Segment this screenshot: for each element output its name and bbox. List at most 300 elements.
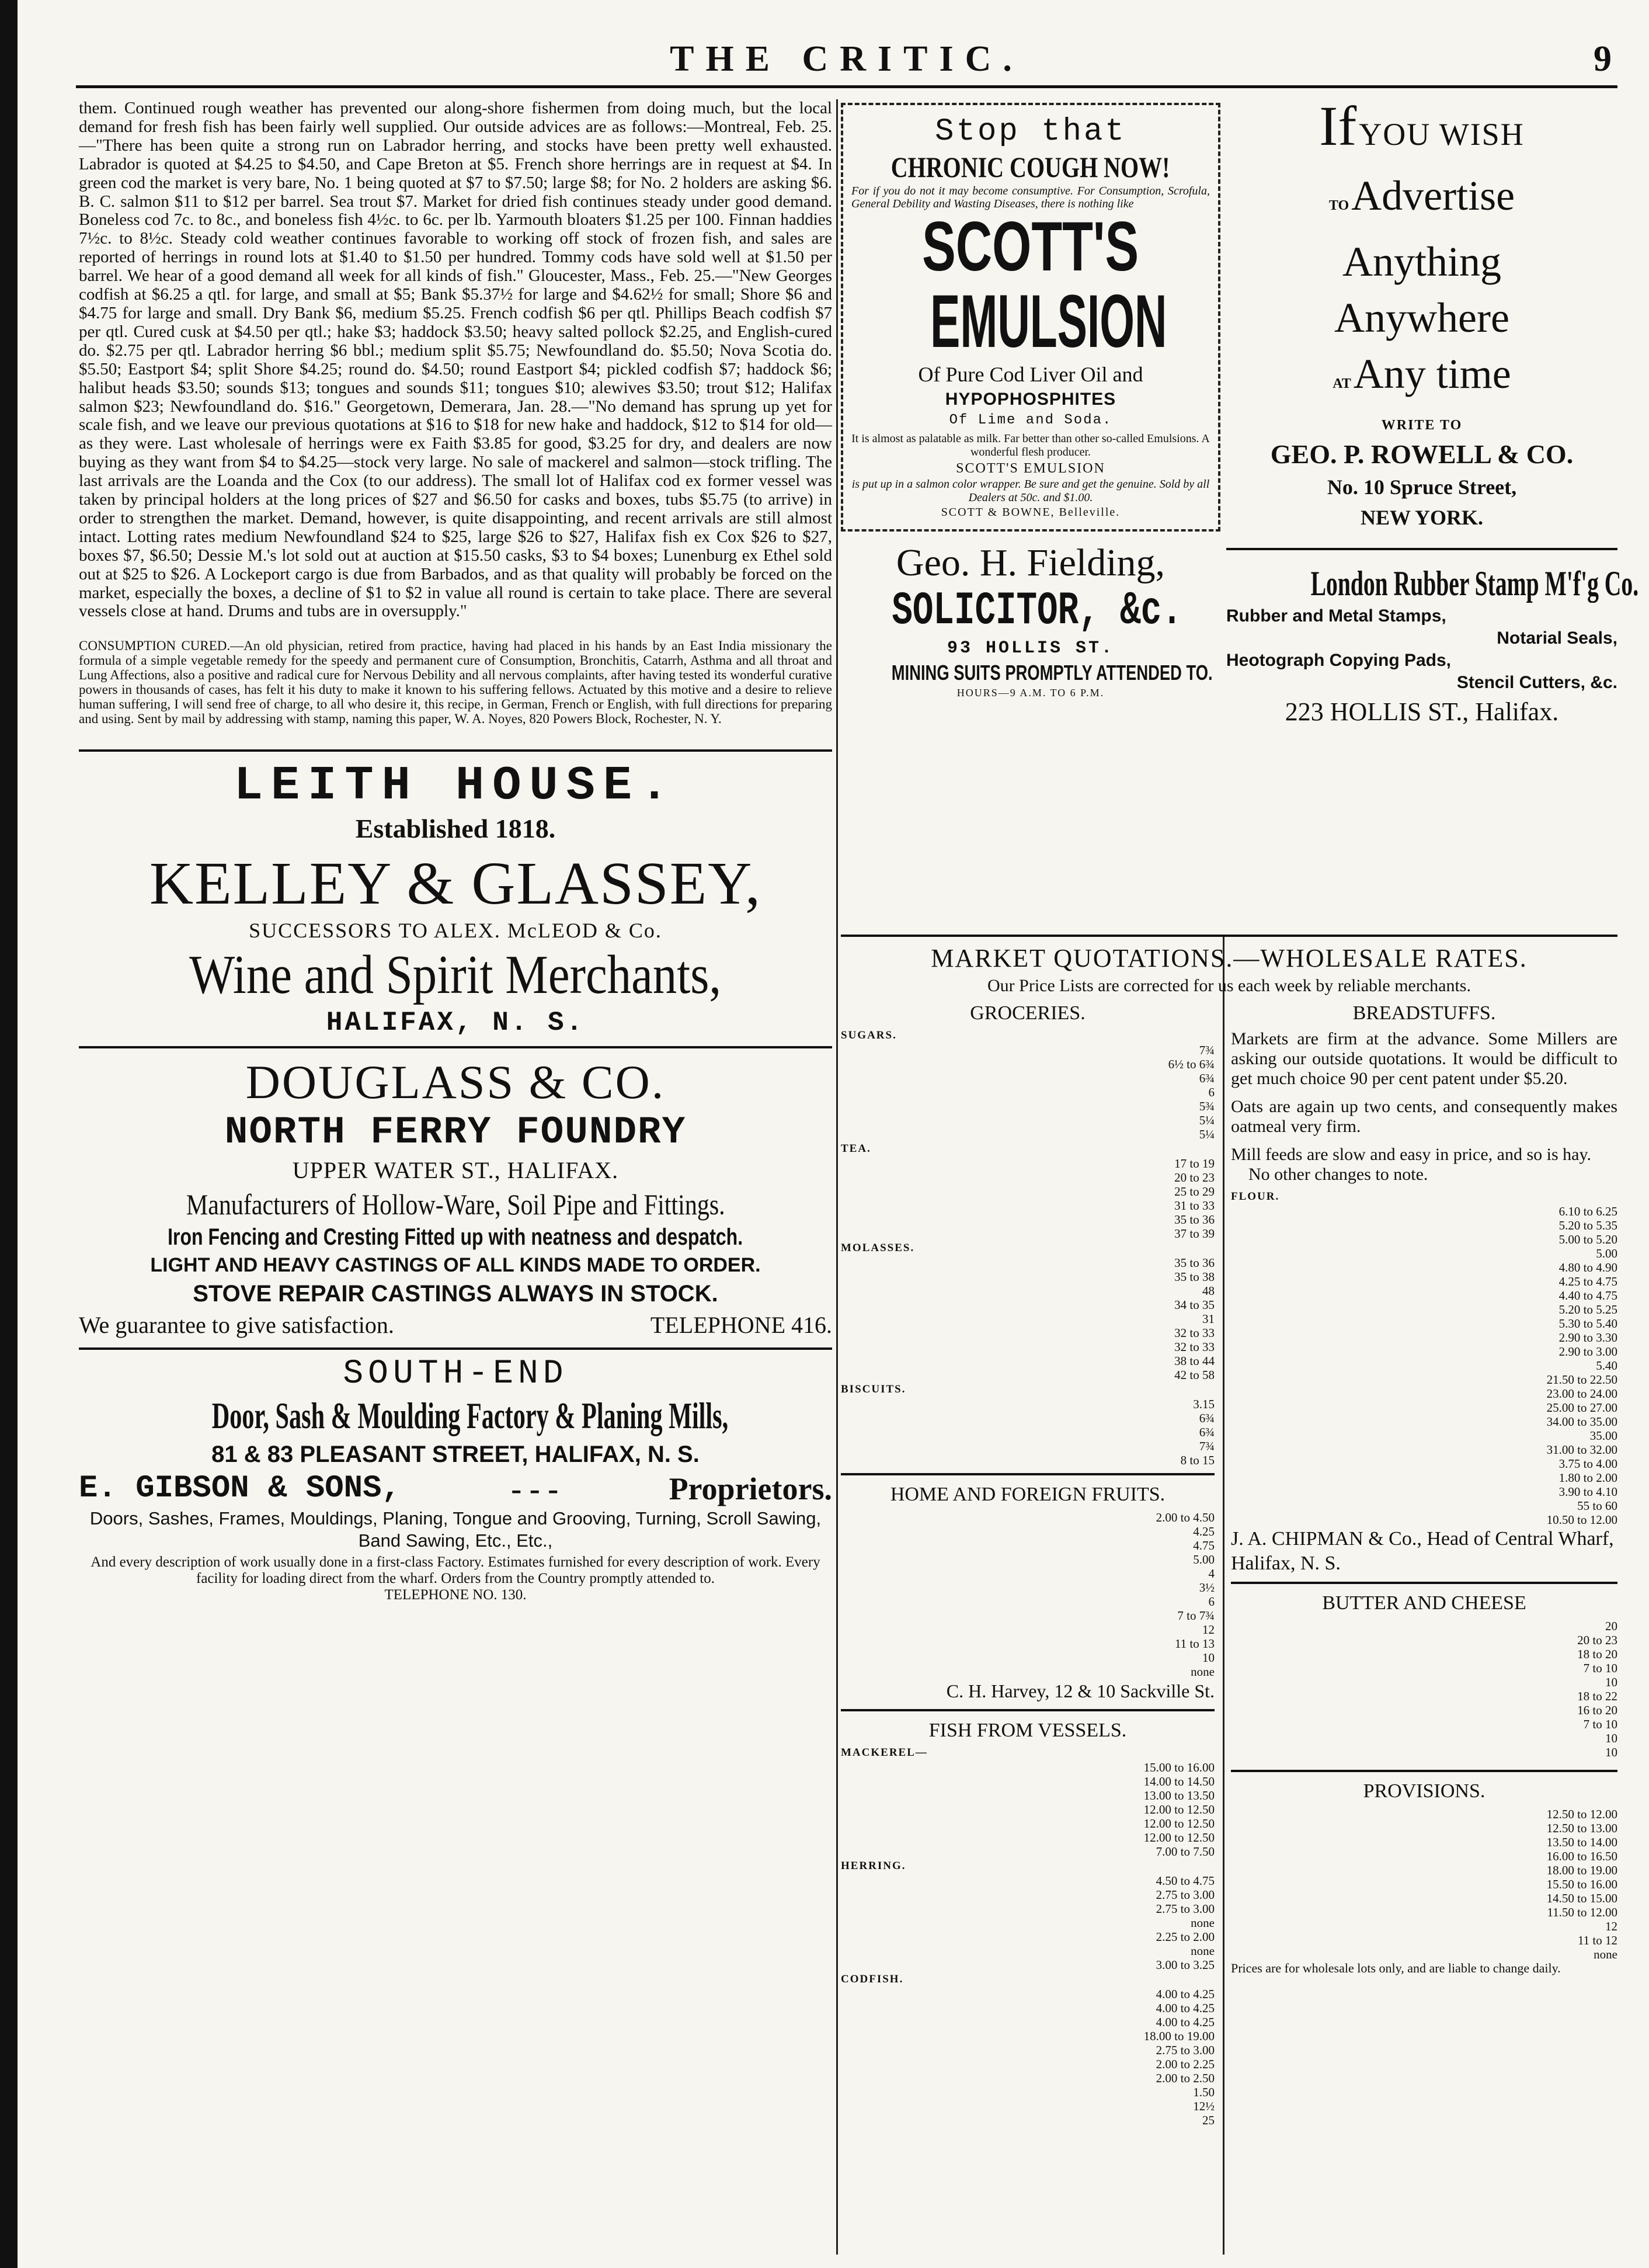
price-group bbox=[841, 1874, 1215, 1958]
fencing-line: Iron Fencing and Cresting Fitted up with neatness and despatch. bbox=[168, 1224, 743, 1251]
price-row bbox=[1231, 1661, 1617, 1675]
item-price: 20 to 23 bbox=[1174, 1171, 1215, 1185]
price-row bbox=[841, 1552, 1215, 1567]
price-row bbox=[841, 1085, 1215, 1099]
price-row bbox=[1231, 1919, 1617, 1933]
price-row bbox=[841, 1538, 1215, 1552]
douglass-address: UPPER WATER ST., HALIFAX. bbox=[292, 1157, 619, 1184]
breadstuffs-p1: Markets are firm at the advance. Some Millers are asking our outside quotations. It would be difficult to get much choice 90 per cent patent under $5.20. bbox=[1231, 1029, 1617, 1088]
price-row bbox=[841, 1185, 1215, 1199]
item-price: 5.00 bbox=[1193, 1552, 1215, 1567]
provisions-title: PROVISIONS. bbox=[1363, 1780, 1486, 1802]
price-row bbox=[1231, 1877, 1617, 1891]
price-row bbox=[1231, 1619, 1617, 1633]
price-row bbox=[1231, 1331, 1617, 1345]
item-price: 20 to 23 bbox=[1577, 1633, 1617, 1647]
price-row bbox=[841, 1944, 1215, 1958]
item-price: 7¾ bbox=[1199, 1439, 1215, 1453]
rowell-if: If bbox=[1319, 95, 1357, 157]
rowell-ad bbox=[1226, 95, 1617, 533]
item-price: 7 to 7¾ bbox=[1177, 1609, 1215, 1623]
scotts-name: SCOTT'S bbox=[922, 207, 1139, 286]
price-row bbox=[1231, 1821, 1617, 1835]
provisions-note: Prices are for wholesale lots only, and are liable to change daily. bbox=[1231, 1961, 1561, 1975]
market-right-column bbox=[1231, 1002, 1617, 1975]
north-ferry-foundry: NORTH FERRY FOUNDRY bbox=[224, 1110, 687, 1155]
column-divider bbox=[836, 99, 838, 2255]
rowell-name: GEO. P. ROWELL & CO. bbox=[1270, 439, 1574, 469]
flour-category: FLOUR. bbox=[1231, 1190, 1280, 1203]
price-category: SUGARS. bbox=[841, 1029, 897, 1041]
price-row bbox=[841, 1099, 1215, 1113]
price-row bbox=[1231, 1849, 1617, 1863]
item-price: 18.00 to 19.00 bbox=[1143, 2029, 1215, 2043]
item-price: 4.00 to 4.25 bbox=[1156, 2001, 1215, 2015]
price-row bbox=[1231, 1288, 1617, 1303]
price-row bbox=[1231, 1345, 1617, 1359]
price-row bbox=[841, 1760, 1215, 1774]
item-price: 12.00 to 12.50 bbox=[1143, 1831, 1215, 1845]
price-category: TEA. bbox=[841, 1142, 871, 1155]
price-row bbox=[841, 1156, 1215, 1171]
price-row bbox=[841, 1902, 1215, 1916]
item-price: 48 bbox=[1202, 1284, 1215, 1298]
item-price: 17 to 19 bbox=[1174, 1156, 1215, 1171]
price-row bbox=[841, 1284, 1215, 1298]
price-row bbox=[841, 1270, 1215, 1284]
price-row bbox=[1231, 1731, 1617, 1745]
price-group bbox=[841, 1043, 1215, 1141]
rowell-anything: Anything bbox=[1342, 238, 1501, 285]
price-row bbox=[1231, 1443, 1617, 1457]
item-price: 4.80 to 4.90 bbox=[1558, 1260, 1617, 1274]
item-price: 18 to 20 bbox=[1577, 1647, 1617, 1661]
mining-suits: MINING SUITS PROMPTLY ATTENDED TO. bbox=[891, 661, 1213, 685]
price-row bbox=[1231, 1471, 1617, 1485]
price-row bbox=[1231, 1429, 1617, 1443]
price-row bbox=[841, 2029, 1215, 2043]
price-row bbox=[841, 1213, 1215, 1227]
douglass-telephone: TELEPHONE 416. bbox=[650, 1312, 832, 1339]
price-row bbox=[841, 1774, 1215, 1788]
scotts-emulsion-ad bbox=[841, 103, 1220, 532]
price-row bbox=[1231, 1513, 1617, 1527]
scott-wrapper: is put up in a salmon color wrapper. Be sure and get the genuine. Sold by all Dealers at 50c. and $1.00. bbox=[851, 478, 1210, 504]
item-price: 14.50 to 15.00 bbox=[1546, 1891, 1617, 1905]
price-row bbox=[841, 1113, 1215, 1127]
price-category: HERRING. bbox=[841, 1860, 906, 1872]
page-number: 9 bbox=[1594, 39, 1612, 79]
price-row bbox=[841, 1651, 1215, 1665]
scott-brand: SCOTT'S EMULSION bbox=[956, 461, 1105, 476]
price-group bbox=[841, 2029, 1215, 2127]
scott-intro: For if you do not it may become consumptive. For Consumption, Scrofula, General Debility and Wasting Diseases, there is nothing like bbox=[851, 185, 1210, 210]
item-price: 35.00 bbox=[1589, 1429, 1617, 1443]
item-price: 5.00 to 5.20 bbox=[1558, 1232, 1617, 1246]
item-price: 2.75 to 3.00 bbox=[1156, 1902, 1215, 1916]
masthead bbox=[76, 35, 1617, 91]
item-price: 7¾ bbox=[1199, 1043, 1215, 1057]
price-row bbox=[841, 1623, 1215, 1637]
proprietor-dashes: - - - bbox=[511, 1471, 559, 1507]
item-price: 2.75 to 3.00 bbox=[1156, 2043, 1215, 2057]
fish-table bbox=[841, 1746, 1215, 2127]
item-price: 4 bbox=[1208, 1567, 1215, 1581]
south-end-title: SOUTH-END bbox=[343, 1355, 568, 1394]
item-price: 25 to 29 bbox=[1174, 1185, 1215, 1199]
price-row bbox=[841, 1127, 1215, 1141]
price-row bbox=[841, 1368, 1215, 1382]
price-row bbox=[841, 1524, 1215, 1538]
market-subtitle: Our Price Lists are corrected for us each week by reliable merchants. bbox=[987, 976, 1471, 995]
price-row bbox=[841, 1326, 1215, 1340]
item-price: 5.20 to 5.25 bbox=[1558, 1303, 1617, 1317]
price-row bbox=[841, 1987, 1215, 2001]
item-price: 7 to 10 bbox=[1583, 1661, 1617, 1675]
price-row bbox=[841, 1340, 1215, 1354]
price-row bbox=[841, 1227, 1215, 1241]
price-row bbox=[841, 1788, 1215, 1802]
castings-line: LIGHT AND HEAVY CASTINGS OF ALL KINDS MADE TO ORDER. bbox=[150, 1254, 761, 1277]
price-row bbox=[1231, 1863, 1617, 1877]
south-end-notice: And every description of work usually done in a first-class Factory. Estimates furnished for every description of work. Every facility for loading direct from the wharf. Orders from the Country promptly attended to. bbox=[91, 1554, 820, 1587]
price-row bbox=[841, 1354, 1215, 1368]
item-price: 42 to 58 bbox=[1174, 1368, 1215, 1382]
manufacturers-line: Manufacturers of Hollow-Ware, Soil Pipe and Fittings. bbox=[186, 1188, 725, 1221]
stove-repair-line: STOVE REPAIR CASTINGS ALWAYS IN STOCK. bbox=[193, 1281, 718, 1307]
price-row bbox=[841, 1397, 1215, 1411]
item-price: 8 to 15 bbox=[1180, 1453, 1215, 1467]
item-price: 38 to 44 bbox=[1174, 1354, 1215, 1368]
guarantee-text: We guarantee to give satisfaction. bbox=[79, 1312, 394, 1339]
price-row bbox=[841, 1888, 1215, 1902]
item-price: 31 to 33 bbox=[1174, 1199, 1215, 1213]
fielding-hours: HOURS—9 A.M. TO 6 P.M. bbox=[956, 687, 1105, 699]
item-price: 16.00 to 16.50 bbox=[1546, 1849, 1617, 1863]
item-price: 4.50 to 4.75 bbox=[1156, 1874, 1215, 1888]
price-row bbox=[1231, 1415, 1617, 1429]
rowell-at: AT bbox=[1333, 376, 1351, 391]
harvey-credit: C. H. Harvey, 12 & 10 Sackville St. bbox=[946, 1680, 1215, 1701]
item-price: 6 bbox=[1208, 1085, 1215, 1099]
price-row bbox=[1231, 1717, 1617, 1731]
item-price: 2.90 to 3.30 bbox=[1558, 1331, 1617, 1345]
price-row bbox=[841, 2001, 1215, 2015]
price-category: MACKEREL— bbox=[841, 1746, 928, 1759]
item-price: 2.90 to 3.00 bbox=[1558, 1345, 1617, 1359]
price-row bbox=[1231, 1401, 1617, 1415]
south-end-goods: Doors, Sashes, Frames, Mouldings, Planing, Tongue and Grooving, Turning, Scroll Sawing, Band Sawing, Etc., Etc., bbox=[89, 1508, 822, 1551]
price-row bbox=[841, 1171, 1215, 1185]
item-price: 12.50 to 13.00 bbox=[1546, 1821, 1617, 1835]
column-divider bbox=[1223, 935, 1224, 2255]
item-price: 10.50 to 12.00 bbox=[1546, 1513, 1617, 1527]
item-price: 18.00 to 19.00 bbox=[1546, 1863, 1617, 1877]
market-quotations-header bbox=[841, 935, 1617, 998]
price-row bbox=[1231, 1260, 1617, 1274]
south-end-ad bbox=[79, 1356, 832, 1603]
item-price: 4.00 to 4.25 bbox=[1156, 1987, 1215, 2001]
rowell-any-time: Any time bbox=[1353, 350, 1511, 397]
price-row bbox=[841, 1411, 1215, 1425]
leith-established: Established 1818. bbox=[355, 814, 556, 844]
item-price: 1.50 bbox=[1193, 2085, 1215, 2099]
item-price: 12.00 to 12.50 bbox=[1143, 1817, 1215, 1831]
item-price: 10 bbox=[1605, 1675, 1617, 1689]
item-price: 25 bbox=[1202, 2113, 1215, 2127]
price-group bbox=[841, 1156, 1215, 1241]
fielding-name: Geo. H. Fielding, bbox=[896, 541, 1166, 584]
price-row bbox=[841, 1595, 1215, 1609]
item-price: 2.75 to 3.00 bbox=[1156, 1888, 1215, 1902]
price-row bbox=[1231, 1633, 1617, 1647]
item-price: 5¾ bbox=[1199, 1099, 1215, 1113]
price-row bbox=[1231, 1947, 1617, 1961]
price-row bbox=[841, 1425, 1215, 1439]
rubber-address: 223 HOLLIS ST., Halifax. bbox=[1285, 697, 1559, 726]
item-price: 6.10 to 6.25 bbox=[1558, 1204, 1617, 1218]
price-row bbox=[1231, 1891, 1617, 1905]
fielding-ad bbox=[841, 540, 1220, 700]
item-price: 31 bbox=[1202, 1312, 1215, 1326]
item-price: 1.80 to 2.00 bbox=[1558, 1471, 1617, 1485]
price-row bbox=[841, 1930, 1215, 1944]
item-price: 7 to 10 bbox=[1583, 1717, 1617, 1731]
price-row bbox=[841, 2113, 1215, 2127]
item-price: 12 bbox=[1202, 1623, 1215, 1637]
chronic-cough: CHRONIC COUGH NOW! bbox=[891, 151, 1170, 183]
item-price: 10 bbox=[1605, 1745, 1617, 1759]
fruits-table bbox=[841, 1510, 1215, 1679]
price-row bbox=[841, 1817, 1215, 1831]
wine-spirit-merchants: Wine and Spirit Merchants, bbox=[189, 944, 722, 1006]
item-price: 4.25 to 4.75 bbox=[1558, 1274, 1617, 1288]
item-price: 5¼ bbox=[1199, 1113, 1215, 1127]
price-row bbox=[841, 1958, 1215, 1972]
price-row bbox=[841, 1071, 1215, 1085]
price-row bbox=[1231, 1807, 1617, 1821]
item-price: 3.90 to 4.10 bbox=[1558, 1485, 1617, 1499]
item-price: 4.00 to 4.25 bbox=[1156, 2015, 1215, 2029]
item-price: 32 to 33 bbox=[1174, 1340, 1215, 1354]
price-row bbox=[841, 1845, 1215, 1859]
rubber-stamp-title: London Rubber Stamp M'f'g Co. bbox=[1310, 564, 1639, 603]
price-group bbox=[841, 1987, 1215, 2029]
rubber-line-4: Stencil Cutters, &c. bbox=[1456, 673, 1617, 692]
item-price: 3½ bbox=[1199, 1581, 1215, 1595]
item-price: 10 bbox=[1605, 1731, 1617, 1745]
butter-title: BUTTER AND CHEESE bbox=[1322, 1592, 1526, 1614]
scott-of-pure: Of Pure Cod Liver Oil and bbox=[918, 363, 1143, 386]
leith-location: HALIFAX, N. S. bbox=[326, 1008, 585, 1039]
price-row bbox=[841, 1043, 1215, 1057]
price-row bbox=[841, 2057, 1215, 2071]
item-price: none bbox=[1191, 1916, 1215, 1930]
fruits-title: HOME AND FOREIGN FRUITS. bbox=[890, 1484, 1166, 1505]
price-row bbox=[1231, 1689, 1617, 1703]
price-row bbox=[841, 1057, 1215, 1071]
price-row bbox=[1231, 1647, 1617, 1661]
breadstuffs-p2: Oats are again up two cents, and consequently makes oatmeal very firm. bbox=[1231, 1097, 1617, 1136]
proprietors-row bbox=[79, 1470, 832, 1508]
item-price: 11 to 12 bbox=[1577, 1933, 1617, 1947]
item-price: 6 bbox=[1208, 1595, 1215, 1609]
price-row bbox=[841, 1312, 1215, 1326]
item-price: 3.15 bbox=[1193, 1397, 1215, 1411]
price-row bbox=[1231, 1246, 1617, 1260]
item-price: none bbox=[1191, 1665, 1215, 1679]
rowell-to: TO bbox=[1328, 198, 1349, 213]
fielding-address: 93 HOLLIS ST. bbox=[947, 638, 1115, 658]
fish-market-report: them. Continued rough weather has prevented our along-shore fishermen from doing much, but the local demand for fresh fish has been fairly well supplied. Our outside advices are as follows:—Montreal, Feb. 25.—"There has been quite a strong run on Labrador herring, and stocks have been pretty well exhausted. Labrador is quoted at $4.25 to $4.50, and Cape Breton at $5. French shore herrings are in request at $4. In green cod the market is very bare, No. 1 being quoted at $7 to $7.50; large $8; for No. 2 holders are asking $6. B. C. salmon $11 to $12 per barrel. Sea trout $7. Market for dried fish continues steady under good demand. Boneless cod 7c. to 8c., and boneless fish 4½c. to 6c. per lb. Yarmouth bloaters $1.25 per 100. Finnan haddies 7½c. to 8½c. Steady cold weather continues favorable to working off stock of frozen fish, and sales are reported of herrings in round lots at $1.40 to $1.50 per hundred. Tommy cods have sold well at $1.50 per barrel. We hear of a good demand all week for all kinds of fish." Gloucester, Mass., Feb. 25.—"New Georges codfish at $6.25 a qtl. for large, and small at $5; Bank $5.37½ for large and $4.62½ for small; Shore $6 and $4.75 for large and small. Dry Bank $6, medium $5.25. French codfish $6 per qtl. Phillips Beach codfish $7 per qtl. Cured cusk at $4.50 per qtl.; hake $3; haddock $3.50; heavy salted pollock $2.25, and English-cured do. $2.75 per qtl. Labrador herring $6 bbl.; medium split $5.75; Newfoundland do. $5.50; Nova Scotia do. $5.50; Eastport $4; split Shore $4.25; round do. $4.50; round Eastport $4; pickled codfish $7; haddock $6; halibut heads $3.50; sounds $13; tongues and sounds $11; tongues $10; alewives $3.50; trout $12; Halifax salmon $23; Newfoundland do. $16." Georgetown, Demerara, Jan. 28.—"No demand has sprung up yet for scale fish, and we leave our previous quotations at $16 to $18 for new hake and haddock, $12 to $14 for old—as they were. Last wholesale of herrings were ex Faith $3.85 for good, $3.25 for dry, and dealers are now buying as they want from $4 to $4.25—stock very large. No sale of mackerel and salmon—stock trifling. The last arrivals are the Loanda and the Cox (to our address). The small lot of Halifax cod ex former vessel was taken by principal holders at the long prices of $27 and $6.50 for casks and boxes, tubs $5.75 (to arrive) in order to strengthen the market. Demand, however, is quite disappointing, and recent arrivals are still almost intact. Lotting rates medium Newfoundland $24 to $25, large $26 to $27, Halifax fish ex Cox $26 to $27, boxes $7, $6.50; Dessie M.'s lot sold out at auction at $15.50 casks, $3 to $4 boxes; Lunenburg ex Ethel sold out at $25 to $26. A Lockeport cargo is due from Barbados, and as that quality will probably be forced on the market, especially the boxes, a decline of $1 to $2 in value all round is certain to take place. There are several vessels close at hand. Drums and tubs are in oversupply." bbox=[79, 99, 832, 621]
price-row bbox=[1231, 1835, 1617, 1849]
price-row bbox=[841, 1199, 1215, 1213]
price-row bbox=[841, 1916, 1215, 1930]
item-price: 5¼ bbox=[1199, 1127, 1215, 1141]
item-price: 25.00 to 27.00 bbox=[1546, 1401, 1617, 1415]
consumption-notice: CONSUMPTION CURED.—An old physician, retired from practice, having had placed in his hands by an East India missionary the formula of a simple vegetable remedy for the speedy and permanent cure of Consumption, Bronchitis, Catarrh, Asthma and all throat and Lung Affections, also a positive and radical cure for Nervous Debility and all nervous complaints, after having tested its wonderful curative powers in thousands of cases, has felt it his duty to make it known to his suffering fellows. Actuated by this motive and a desire to relieve human suffering, I will send free of charge, to all who desire it, this recipe, in German, French or English, with full directions for preparing and using. Sent by mail by addressing with stamp, naming this paper, W. A. Noyes, 820 Powers Block, Rochester, N. Y. bbox=[79, 638, 832, 727]
item-price: 23.00 to 24.00 bbox=[1546, 1387, 1617, 1401]
stop-that: Stop that bbox=[935, 114, 1126, 150]
breadstuffs-p4: No other changes to note. bbox=[1248, 1165, 1428, 1184]
price-row bbox=[1231, 1204, 1617, 1218]
price-row bbox=[841, 2085, 1215, 2099]
item-price: 32 to 33 bbox=[1174, 1326, 1215, 1340]
rowell-write-to: WRITE TO bbox=[1381, 418, 1463, 433]
market-title: MARKET QUOTATIONS.—WHOLESALE RATES. bbox=[931, 944, 1528, 973]
item-price: 13.00 to 13.50 bbox=[1143, 1788, 1215, 1802]
item-price: 14.00 to 14.50 bbox=[1143, 1774, 1215, 1788]
price-row bbox=[1231, 1218, 1617, 1232]
price-row bbox=[1231, 1905, 1617, 1919]
item-price: 15.50 to 16.00 bbox=[1546, 1877, 1617, 1891]
douglass-ad bbox=[79, 1054, 832, 1342]
price-row bbox=[1231, 1499, 1617, 1513]
rowell-you-wish: YOU WISH bbox=[1359, 117, 1525, 152]
item-price: 16 to 20 bbox=[1577, 1703, 1617, 1717]
price-row bbox=[1231, 1933, 1617, 1947]
item-price: 21.50 to 22.50 bbox=[1546, 1373, 1617, 1387]
rowell-street: No. 10 Spruce Street, bbox=[1327, 475, 1517, 499]
item-price: 37 to 39 bbox=[1174, 1227, 1215, 1241]
item-price: 12 bbox=[1605, 1919, 1617, 1933]
item-price: 2.00 to 2.25 bbox=[1156, 2057, 1215, 2071]
right-column-ads bbox=[1226, 95, 1639, 730]
item-price: 10 bbox=[1202, 1651, 1215, 1665]
price-group bbox=[841, 1958, 1215, 1972]
price-row bbox=[1231, 1457, 1617, 1471]
item-price: 5.30 to 5.40 bbox=[1558, 1317, 1617, 1331]
price-group bbox=[841, 1256, 1215, 1354]
flour-table bbox=[1231, 1204, 1617, 1527]
solicitor-title: SOLICITOR, &c. bbox=[892, 585, 1182, 638]
price-row bbox=[841, 1874, 1215, 1888]
leith-house-title: LEITH HOUSE. bbox=[234, 759, 677, 814]
price-row bbox=[1231, 1485, 1617, 1499]
item-price: 15.00 to 16.00 bbox=[1143, 1760, 1215, 1774]
price-row bbox=[841, 1510, 1215, 1524]
fish-title: FISH FROM VESSELS. bbox=[928, 1720, 1127, 1741]
price-row bbox=[841, 1831, 1215, 1845]
lime-soda: Of Lime and Soda. bbox=[949, 412, 1112, 428]
price-row bbox=[841, 1453, 1215, 1467]
rowell-advertise: Advertise bbox=[1351, 172, 1515, 219]
item-price: 34 to 35 bbox=[1174, 1298, 1215, 1312]
price-row bbox=[841, 1802, 1215, 1817]
item-price: 2.00 to 4.50 bbox=[1156, 1510, 1215, 1524]
price-row bbox=[841, 2071, 1215, 2085]
price-row bbox=[1231, 1703, 1617, 1717]
leith-successors: SUCCESSORS TO ALEX. McLEOD & Co. bbox=[249, 919, 662, 943]
item-price: 3.00 to 3.25 bbox=[1156, 1958, 1215, 1972]
item-price: none bbox=[1594, 1947, 1617, 1961]
south-end-telephone: TELEPHONE NO. 130. bbox=[384, 1587, 527, 1603]
item-price: 12½ bbox=[1193, 2099, 1215, 2113]
scott-maker: SCOTT & BOWNE, Belleville. bbox=[941, 506, 1121, 519]
item-price: 4.75 bbox=[1193, 1538, 1215, 1552]
butter-table bbox=[1231, 1619, 1617, 1759]
item-price: 35 to 38 bbox=[1174, 1270, 1215, 1284]
item-price: none bbox=[1191, 1944, 1215, 1958]
price-row bbox=[841, 1439, 1215, 1453]
price-row bbox=[1231, 1387, 1617, 1401]
newspaper-title: THE CRITIC. bbox=[670, 39, 1024, 79]
price-category: BISCUITS. bbox=[841, 1383, 906, 1395]
price-row bbox=[1231, 1675, 1617, 1689]
item-price: 11.50 to 12.00 bbox=[1547, 1905, 1617, 1919]
breadstuffs-p3: Mill feeds are slow and easy in price, and so is hay. bbox=[1231, 1145, 1592, 1164]
price-group bbox=[841, 1397, 1215, 1467]
leith-house-ad bbox=[79, 760, 832, 1040]
item-price: 35 to 36 bbox=[1174, 1256, 1215, 1270]
provisions-table bbox=[1231, 1807, 1617, 1961]
price-row bbox=[1231, 1359, 1617, 1373]
price-row bbox=[841, 1581, 1215, 1595]
price-category: CODFISH. bbox=[841, 1973, 904, 1985]
rubber-line-1: Rubber and Metal Stamps, bbox=[1226, 606, 1446, 626]
price-group bbox=[841, 1760, 1215, 1859]
price-category: MOLASSES. bbox=[841, 1242, 915, 1254]
item-price: 20 bbox=[1605, 1619, 1617, 1633]
price-row bbox=[841, 2043, 1215, 2057]
item-price: 12.50 to 12.00 bbox=[1546, 1807, 1617, 1821]
guarantee-row bbox=[79, 1309, 832, 1342]
rubber-line-2: Notarial Seals, bbox=[1497, 628, 1617, 648]
chipman-credit: J. A. CHIPMAN & Co., Head of Central Wharf, Halifax, N. S. bbox=[1231, 1528, 1614, 1574]
rubber-line-3: Heotograph Copying Pads, bbox=[1226, 651, 1452, 670]
item-price: 6½ to 6¾ bbox=[1168, 1057, 1215, 1071]
item-price: 35 to 36 bbox=[1174, 1213, 1215, 1227]
price-row bbox=[1231, 1745, 1617, 1759]
price-row bbox=[841, 1298, 1215, 1312]
rowell-city: NEW YORK. bbox=[1360, 506, 1484, 529]
item-price: 55 to 60 bbox=[1577, 1499, 1617, 1513]
left-column bbox=[79, 99, 832, 1603]
item-price: 6¾ bbox=[1199, 1071, 1215, 1085]
item-price: 2.25 to 2.00 bbox=[1156, 1930, 1215, 1944]
item-price: 5.00 bbox=[1596, 1246, 1617, 1260]
price-row bbox=[841, 1256, 1215, 1270]
price-row bbox=[1231, 1303, 1617, 1317]
price-row bbox=[841, 1609, 1215, 1623]
price-row bbox=[1231, 1232, 1617, 1246]
gibson-sons: E. GIBSON & SONS, bbox=[79, 1471, 401, 1507]
page-edge-shadow bbox=[0, 0, 18, 2268]
item-price: 31.00 to 32.00 bbox=[1546, 1443, 1617, 1457]
item-price: 6¾ bbox=[1199, 1411, 1215, 1425]
price-row bbox=[1231, 1317, 1617, 1331]
rubber-stamp-ad bbox=[1226, 562, 1639, 730]
